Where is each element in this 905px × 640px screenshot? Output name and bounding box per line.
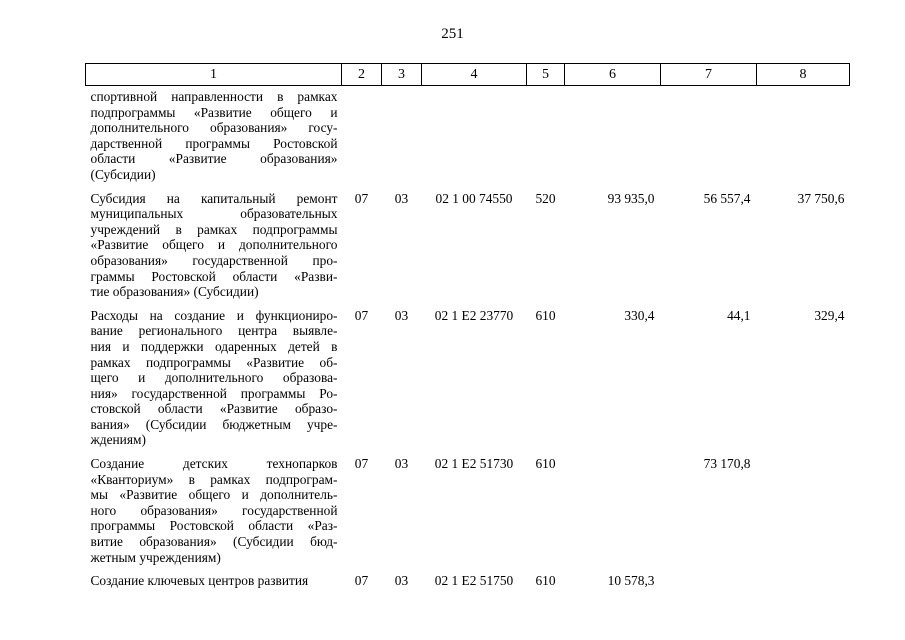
row-expense-type: 610 xyxy=(535,573,556,589)
description-line: граммы Ростовской области «Разви- xyxy=(90,268,338,284)
row-amount-7: 44,1 xyxy=(727,307,751,323)
row-expense-type xyxy=(527,89,565,183)
description-line: Создание ключевых центров развития xyxy=(90,573,309,589)
row-amount-8 xyxy=(757,573,850,589)
description-line: «Кванториум» в рамках подпрограм- xyxy=(90,471,338,487)
description-line: (Субсидии) xyxy=(90,166,156,182)
description-line: щего и дополнительного образова- xyxy=(90,370,338,386)
description-line: спортивной направленности в рамках xyxy=(90,89,338,104)
row-expense-type: 610 xyxy=(535,456,556,472)
description-line: жетным учреждениям) xyxy=(90,549,221,565)
row-target-article: 02 1 00 74550 xyxy=(435,190,513,206)
row-amount-8: 37 750,6 xyxy=(797,190,845,206)
table-row xyxy=(86,456,850,565)
row-expense-type: 610 xyxy=(535,307,556,323)
page-number: 251 xyxy=(441,26,464,42)
description-line: ния и поддержки одаренных детей в xyxy=(90,338,338,354)
row-subsection: 03 xyxy=(394,307,409,323)
row-section: 07 xyxy=(354,190,369,206)
row-amount-8 xyxy=(757,456,850,565)
table-header-row xyxy=(86,64,850,86)
description-line: программы Ростовской области «Раз- xyxy=(90,518,338,534)
row-amount-6 xyxy=(565,89,661,183)
row-amount-6 xyxy=(565,456,661,565)
row-target-article: 02 1 E2 51750 xyxy=(434,573,514,589)
row-amount-6: 10 578,3 xyxy=(607,573,655,589)
row-amount-7: 73 170,8 xyxy=(703,456,751,472)
description-line: ного образования» государственной xyxy=(90,502,338,518)
description-line: Субсидия на капитальный ремонт xyxy=(90,190,338,206)
column-header-5: 5 xyxy=(527,64,565,86)
row-section: 07 xyxy=(354,573,369,589)
column-header-4: 4 xyxy=(422,64,527,86)
row-target-article xyxy=(422,89,527,183)
row-subsection xyxy=(382,89,422,183)
row-amount-6: 330,4 xyxy=(624,307,655,323)
description-line: подпрограммы «Развитие общего и xyxy=(90,104,338,120)
description-line: образования» государственной про- xyxy=(90,252,338,268)
column-header-8: 8 xyxy=(757,64,850,86)
row-target-article: 02 1 E2 51730 xyxy=(434,456,514,472)
table-row xyxy=(86,573,850,589)
description-line: учреждений в рамках подпрограммы xyxy=(90,221,338,237)
budget-table-container xyxy=(85,63,849,589)
description-line: дарственной программы Ростовской xyxy=(90,135,338,151)
row-amount-8 xyxy=(757,89,850,183)
description-line: рамках подпрограммы «Развитие об- xyxy=(90,354,338,370)
description-line: «Развитие общего и дополнительного xyxy=(90,237,338,253)
row-amount-7 xyxy=(661,89,757,183)
row-section: 07 xyxy=(354,307,369,323)
row-amount-7: 56 557,4 xyxy=(703,190,751,206)
description-line: области «Развитие образования» xyxy=(90,151,338,167)
column-header-7: 7 xyxy=(661,64,757,86)
description-line: тие образования» (Субсидии) xyxy=(90,284,259,300)
table-row xyxy=(86,191,850,300)
description-line: Создание детских технопарков xyxy=(90,456,338,472)
row-subsection: 03 xyxy=(394,456,409,472)
column-header-3: 3 xyxy=(382,64,422,86)
column-header-6: 6 xyxy=(565,64,661,86)
table-row xyxy=(86,89,850,183)
row-amount-6: 93 935,0 xyxy=(607,190,655,206)
table-body xyxy=(86,86,850,589)
row-expense-type: 520 xyxy=(535,190,556,206)
description-line: муниципальных образовательных xyxy=(90,206,338,222)
column-header-2: 2 xyxy=(342,64,382,86)
description-line: вания» (Субсидии бюджетным учре- xyxy=(90,416,338,432)
description-line: Расходы на создание и функциониро- xyxy=(90,307,338,323)
row-description xyxy=(86,89,342,183)
row-amount-8: 329,4 xyxy=(814,307,845,323)
description-line: мы «Развитие общего и дополнитель- xyxy=(90,487,338,503)
row-description xyxy=(86,456,342,565)
row-section xyxy=(342,89,382,183)
row-subsection: 03 xyxy=(394,190,409,206)
description-line: стовской области «Развитие образо- xyxy=(90,401,338,417)
row-target-article: 02 1 E2 23770 xyxy=(434,307,514,323)
row-description xyxy=(86,308,342,448)
column-header-1: 1 xyxy=(86,64,342,86)
row-subsection: 03 xyxy=(394,573,409,589)
row-description xyxy=(86,191,342,300)
row-section: 07 xyxy=(354,456,369,472)
budget-table xyxy=(85,63,850,589)
description-line: дополнительного образования» госу- xyxy=(90,120,338,136)
row-description xyxy=(86,573,342,589)
description-line: ждениям) xyxy=(90,432,146,448)
table-row xyxy=(86,308,850,448)
description-line: вание регионального центра выявле- xyxy=(90,323,338,339)
row-amount-7 xyxy=(661,573,757,589)
description-line: витие образования» (Субсидии бюд- xyxy=(90,534,338,550)
description-line: ния» государственной программы Ро- xyxy=(90,385,338,401)
